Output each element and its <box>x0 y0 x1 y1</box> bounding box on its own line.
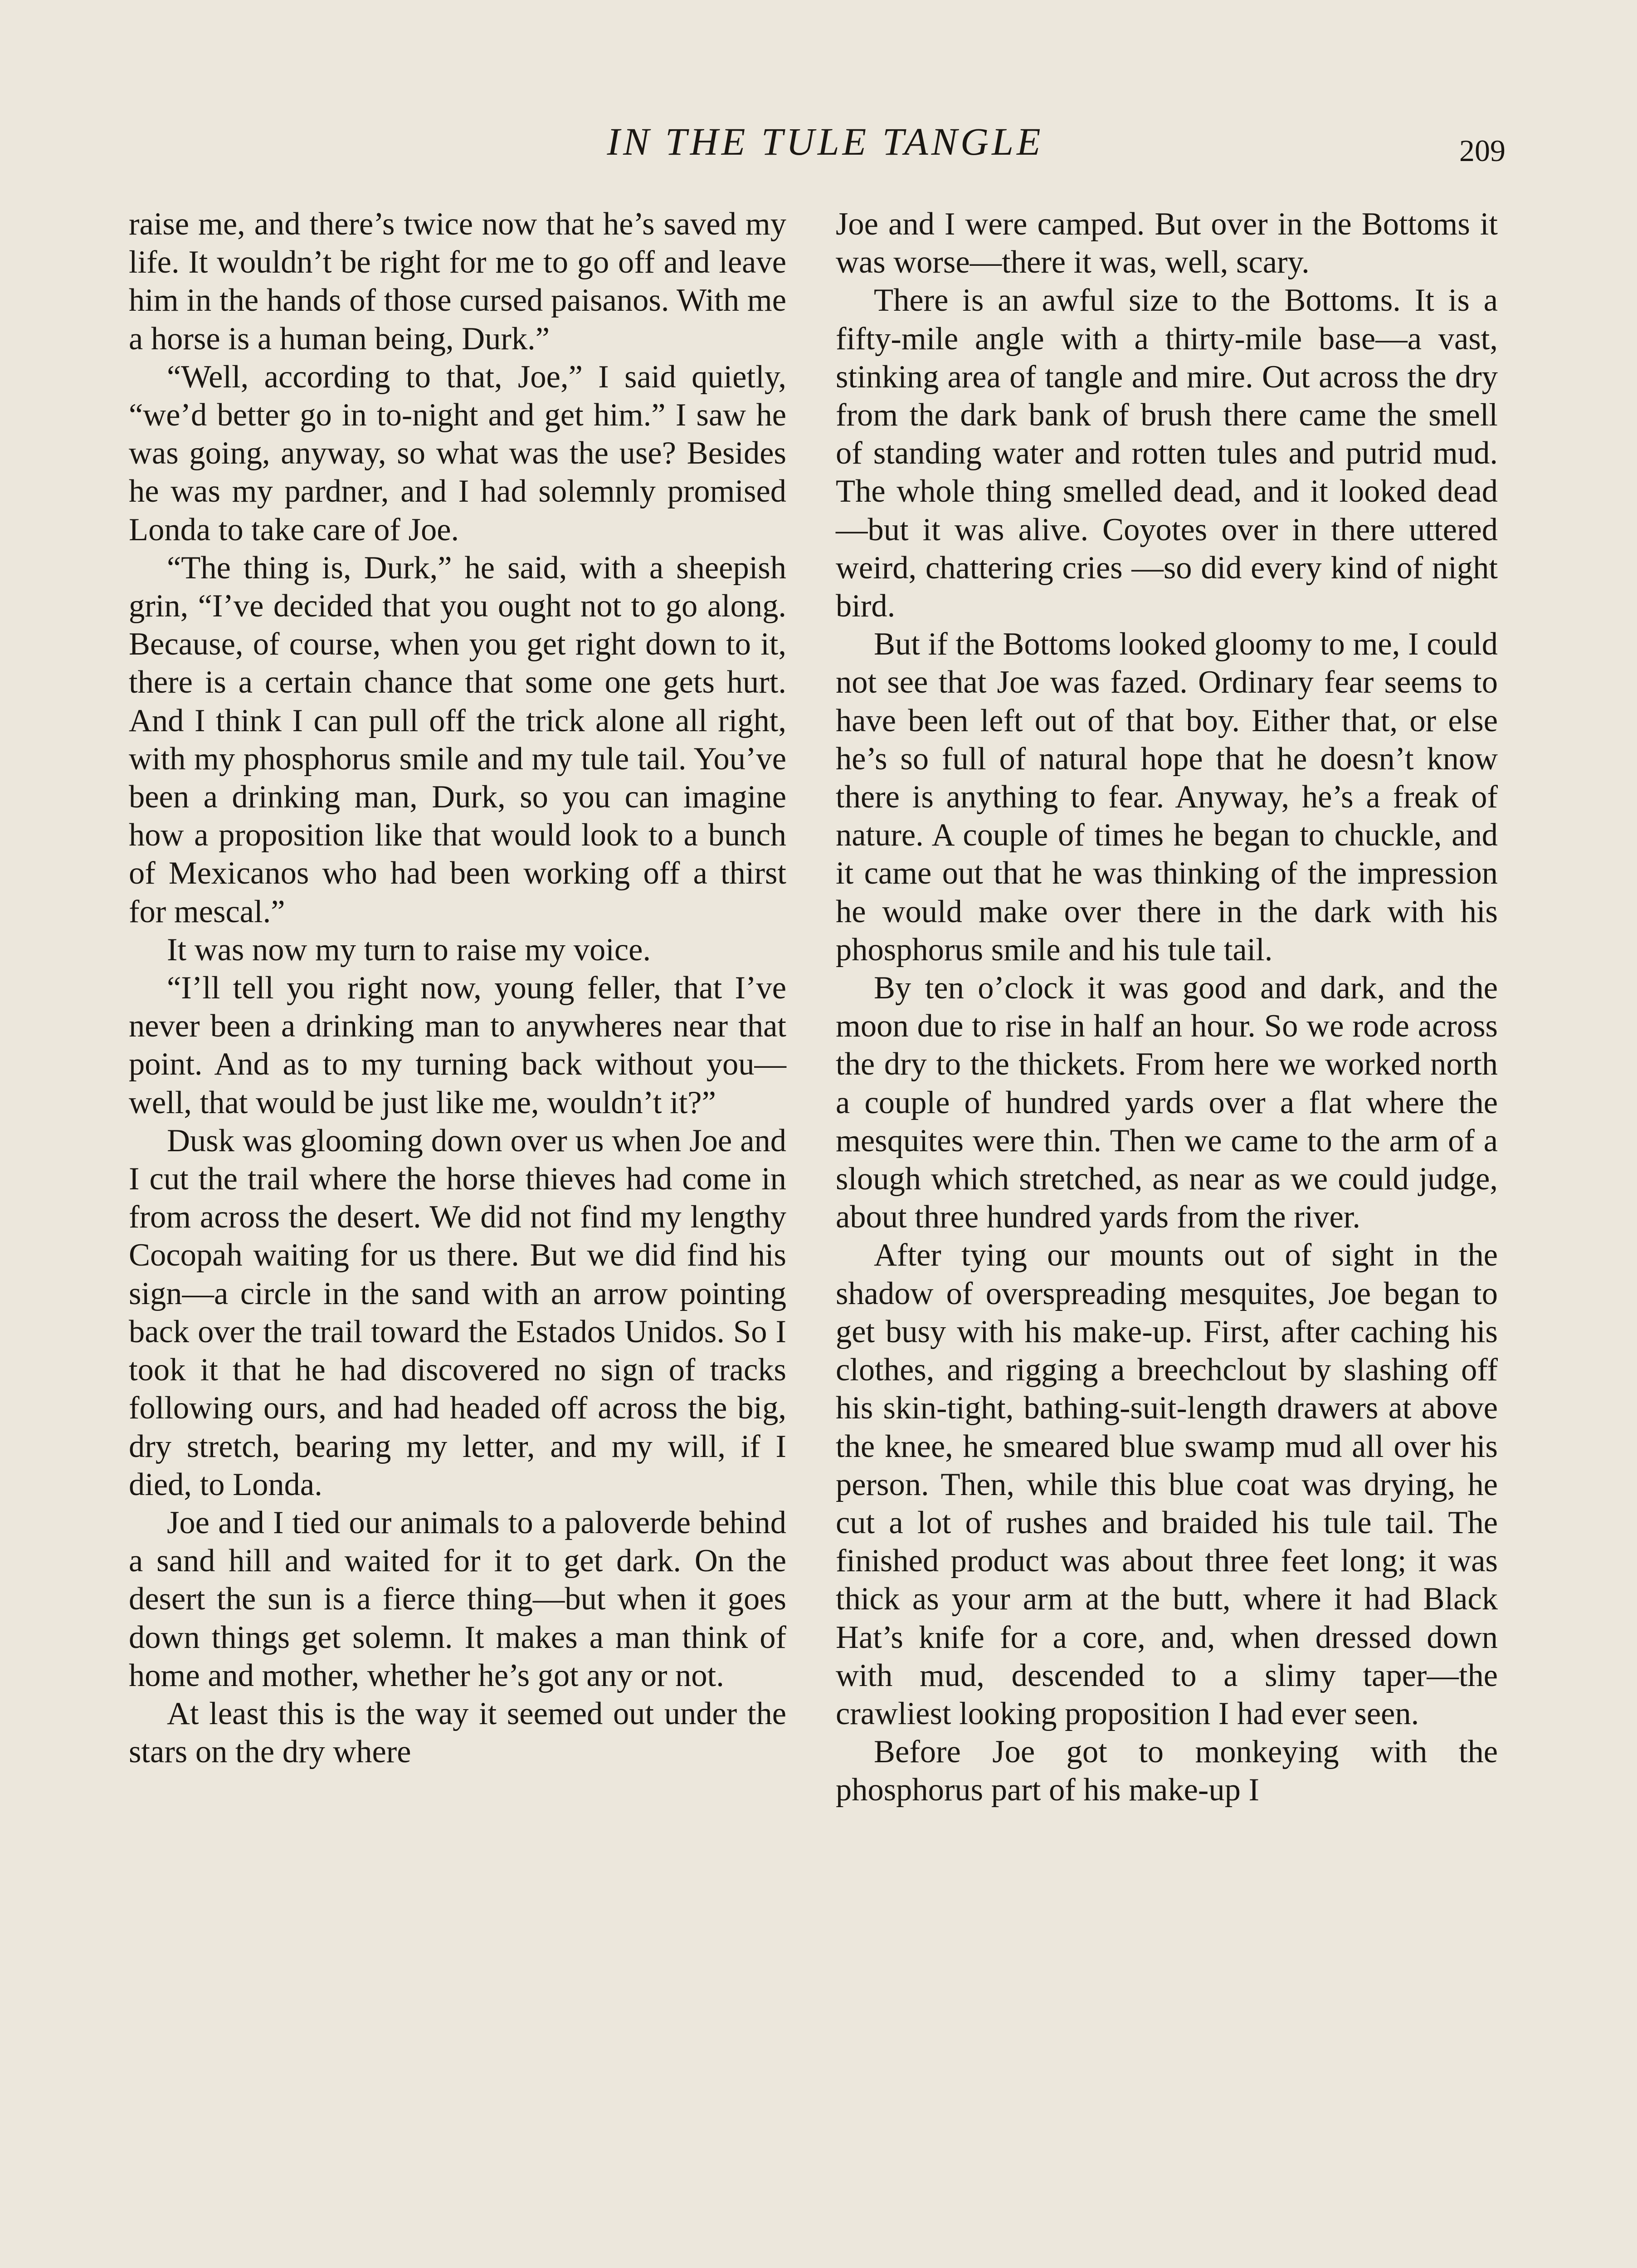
paragraph: Joe and I tied our animals to a paloverde behind a sand hill and waited for it to get dark. On the desert the sun is a fierce thing—but when it goes down things get solemn. It makes a man think of home and mother, whether he’s got any or not. <box>129 1505 786 1693</box>
paragraph: Dusk was glooming down over us when Joe and I cut the trail where the horse thieves had come in from across the desert. We did not find my lengthy Cocopah waiting for us there. But we did find his sign—a circle in the sand with an arrow pointing back over the trail toward the Estados Unidos. So I took it that he had discovered no sign of tracks following ours, and had headed off across the big, dry stretch, bearing my letter, and my will, if I died, to Londa. <box>129 1123 786 1502</box>
running-title: IN THE TULE TANGLE <box>607 120 1044 163</box>
paragraph: raise me, and there’s twice now that he’s saved my life. It wouldn’t be right for me to go off and leave him in the hands of those cursed paisanos. With me a horse is a human being, Durk.” <box>129 206 786 357</box>
paragraph: “The thing is, Durk,” he said, with a sheepish grin, “I’ve decided that you ought not to go along. Because, of course, when you get right down to it, there is a certain chance that some one gets hurt. And I think I can pull off the trick alone all right, with my phosphorus smile and my tule tail. You’ve been a drinking man, Durk, so you can imagine how a proposition like that would look to a bunch of Mexicanos who had been working off a thirst for mescal.” <box>129 550 786 929</box>
paragraph: But if the Bottoms looked gloomy to me, I could not see that Joe was fazed. Ordinary fear seems to have been left out of that boy. Either that, or else he’s so full of natural hope that he doesn’t know there is anything to fear. Anyway, he’s a freak of nature. A couple of times he began to chuckle, and it came out that he was thinking of the impression he would make over there in the dark with his phosphorus smile and his tule tail. <box>836 626 1498 968</box>
text-column-right <box>836 205 1498 2268</box>
paragraph: Before Joe got to monkeying with the phosphorus part of his make-up I <box>836 1734 1498 1808</box>
text-column-left <box>129 205 786 2268</box>
paragraph: Joe and I were camped. But over in the Bottoms it was worse—there it was, well, scary. <box>836 206 1498 280</box>
page-number: 209 <box>1459 133 1505 168</box>
paragraph: After tying our mounts out of sight in the shadow of overspreading mesquites, Joe began to get busy with his make-up. First, after caching his clothes, and rigging a breechclout by slashing off his skin-tight, bathing-suit-length drawers at above the knee, he smeared blue swamp mud all over his person. Then, while this blue coat was drying, he cut a lot of rushes and braided his tule tail. The finished product was about three feet long; it was thick as your arm at the butt, where it had Black Hat’s knife for a core, and, when dressed down with mud, descended to a slimy taper—the crawliest looking proposition I had ever seen. <box>836 1237 1498 1731</box>
paragraph: At least this is the way it seemed out under the stars on the dry where <box>129 1696 786 1770</box>
paragraph: “I’ll tell you right now, young feller, that I’ve never been a drinking man to anywheres near that point. And as to my turning back without you—well, that would be just like me, wouldn’t it?” <box>129 970 786 1120</box>
paragraph: It was now my turn to raise my voice. <box>167 932 651 968</box>
paragraph: “Well, according to that, Joe,” I said quietly, “we’d better go in to-night and get him.” I saw he was going, anyway, so what was the use? Besides he was my pardner, and I had solemnly promised Londa to take care of Joe. <box>129 359 786 547</box>
paragraph: There is an awful size to the Bottoms. It is a fifty-mile angle with a thirty-mile base—a vast, stinking area of tangle and mire. Out across the dry from the dark bank of brush there came the smell of standing water and rotten tules and putrid mud. The whole thing smelled dead, and it looked dead—but it was alive. Coyotes over in there uttered weird, chattering cries —so did every kind of night bird. <box>836 283 1498 624</box>
paragraph: By ten o’clock it was good and dark, and the moon due to rise in half an hour. So we rode across the dry to the thickets. From here we worked north a couple of hundred yards over a flat where the mesquites were thin. Then we came to the arm of a slough which stretched, as near as we could judge, about three hundred yards from the river. <box>836 970 1498 1235</box>
